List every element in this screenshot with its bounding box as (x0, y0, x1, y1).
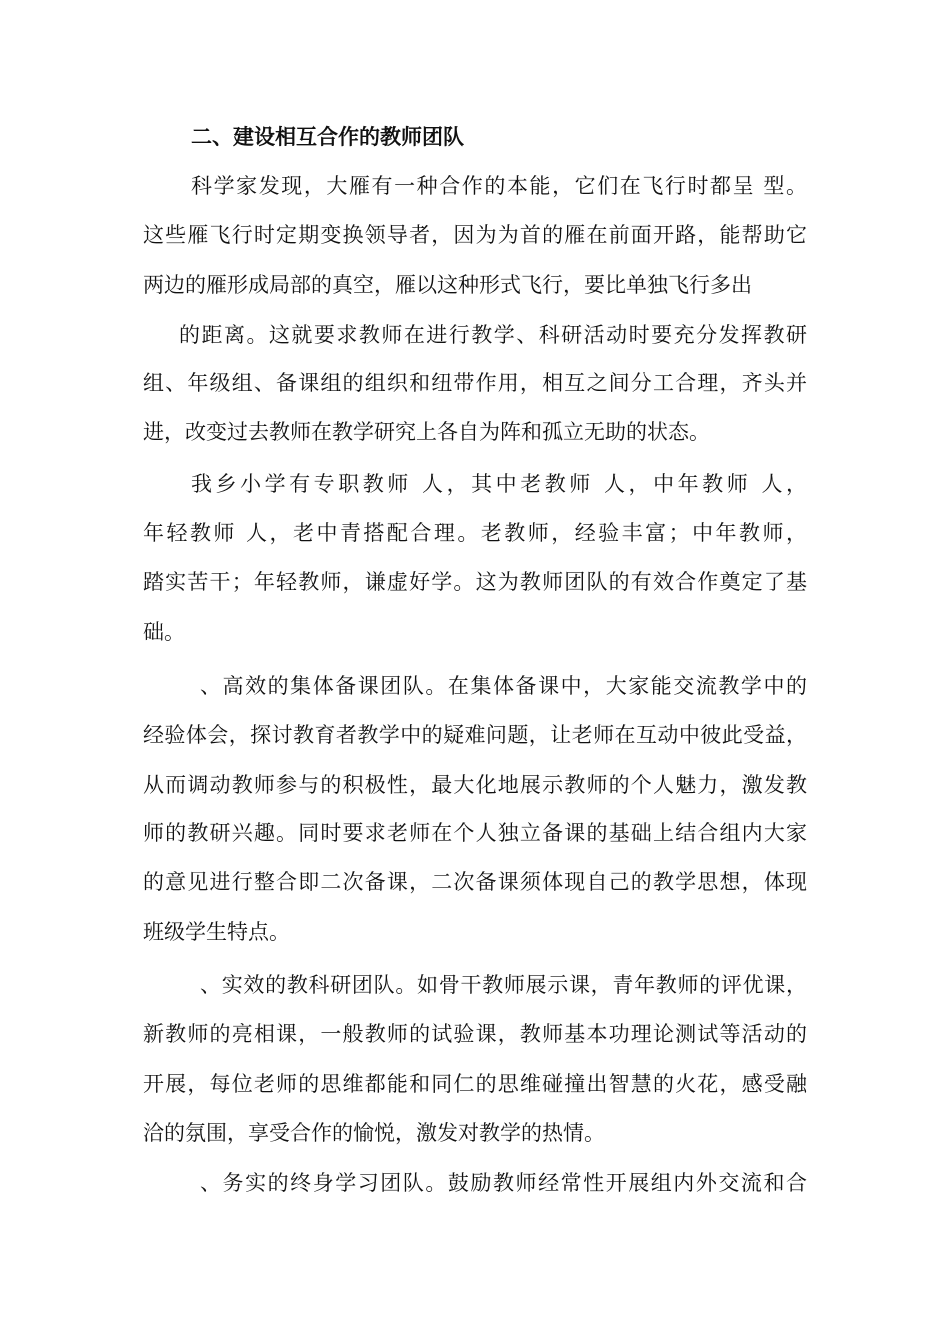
text-line: 础。 (143, 620, 185, 644)
text-line: 从而调动教师参与的积极性，最大化地展示教师的个人魅力，激发教 (143, 773, 807, 797)
section-heading: 二、建设相互合作的教师团队 (191, 125, 464, 149)
text-line: 科学家发现，大雁有一种合作的本能，它们在飞行时都呈 型。 (191, 174, 807, 198)
text-line: 这些雁飞行时定期变换领导者，因为为首的雁在前面开路，能帮助它 (143, 223, 807, 247)
text-line: 开展，每位老师的思维都能和同仁的思维碰撞出智慧的火花，感受融 (143, 1072, 807, 1096)
text-line: 、务实的终身学习团队。鼓励教师经常性开展组内外交流和合 (200, 1171, 807, 1195)
text-line: 经验体会，探讨教育者教学中的疑难问题，让老师在互动中彼此受益， (143, 723, 807, 747)
text-line: 新教师的亮相课，一般教师的试验课，教师基本功理论测试等活动的 (143, 1022, 807, 1046)
text-line: 两边的雁形成局部的真空，雁以这种形式飞行，要比单独飞行多出 (143, 273, 752, 297)
text-line: 班级学生特点。 (143, 920, 290, 944)
text-line: 年轻教师 人，老中青搭配合理。老教师，经验丰富；中年教师， (143, 521, 807, 545)
text-line: 我乡小学有专职教师 人，其中老教师 人，中年教师 人， (191, 472, 807, 496)
text-line: 的意见进行整合即二次备课，二次备课须体现自己的教学思想，体现 (143, 870, 807, 894)
text-line: 、高效的集体备课团队。在集体备课中，大家能交流教学中的 (200, 674, 807, 698)
text-line: 组、年级组、备课组的组织和纽带作用，相互之间分工合理，齐头并 (143, 371, 807, 395)
text-line: 洽的氛围，享受合作的愉悦，激发对教学的热情。 (143, 1121, 605, 1145)
text-line: 、实效的教科研团队。如骨干教师展示课，青年教师的评优课， (200, 973, 807, 997)
text-line: 师的教研兴趣。同时要求老师在个人独立备课的基础上结合组内大家 (143, 821, 807, 845)
text-line: 的距离。这就要求教师在进行教学、科研活动时要充分发挥教研 (179, 323, 807, 347)
text-line: 进，改变过去教师在教学研究上各自为阵和孤立无助的状态。 (143, 420, 710, 444)
text-line: 踏实苦干；年轻教师，谦虚好学。这为教师团队的有效合作奠定了基 (143, 570, 807, 594)
